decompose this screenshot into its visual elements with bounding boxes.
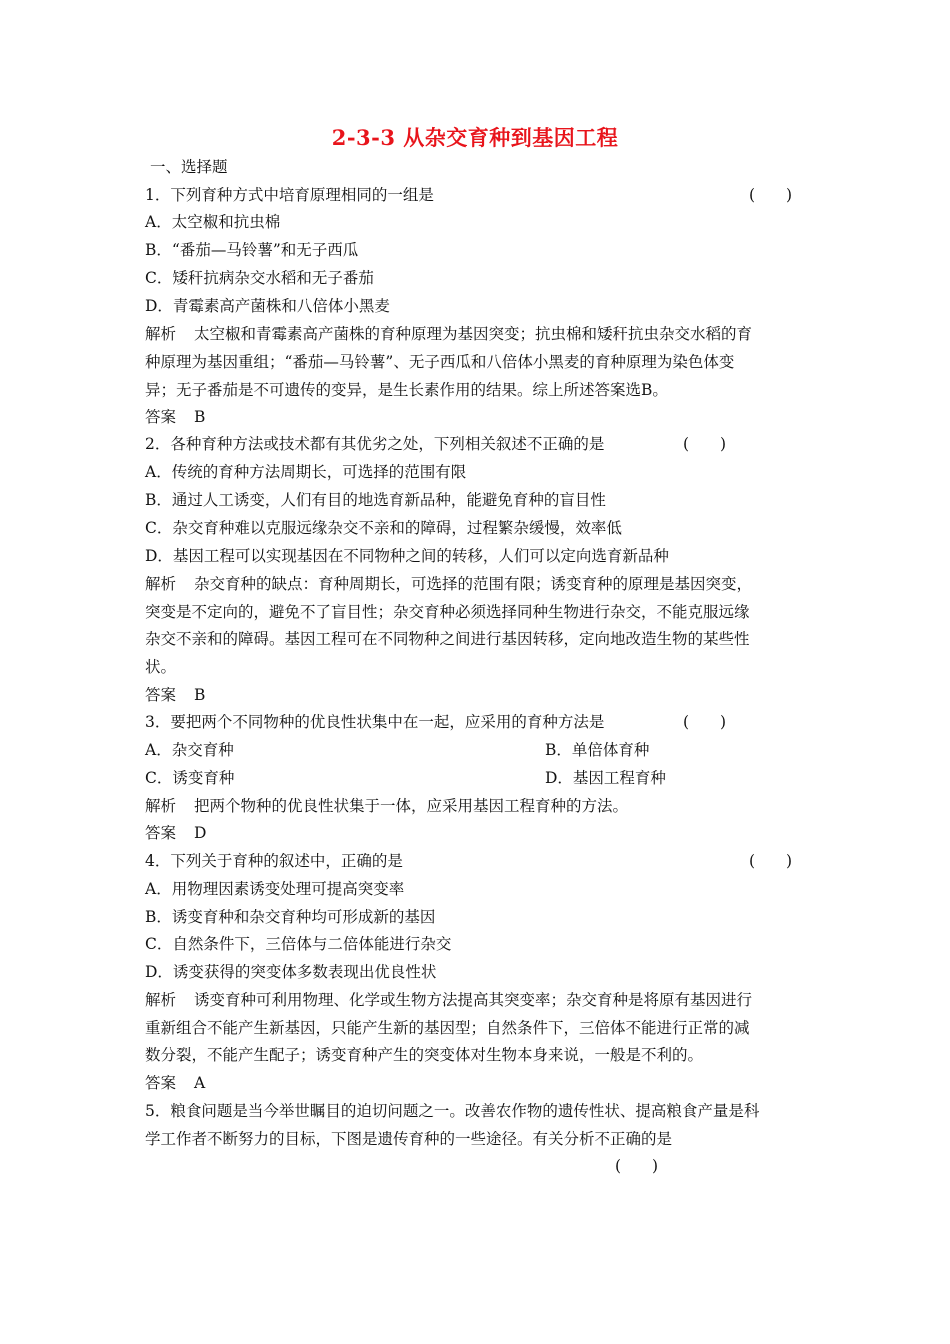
q2-option-d: D．基因工程可以实现基因在不同物种之间的转移，人们可以定向选育新品种 bbox=[145, 547, 669, 565]
q3-answer-label: 答案 bbox=[145, 824, 177, 842]
q1-analysis-label: 解析 bbox=[145, 325, 177, 343]
q1-option-b: B．“番茄—马铃薯”和无子西瓜 bbox=[145, 241, 359, 259]
q4-analysis-line-3: 数分裂，不能产生配子；诱变育种产生的突变体对生物本身来说，一般是不利的。 bbox=[145, 1046, 704, 1064]
q2-analysis-line-4: 状。 bbox=[145, 658, 177, 676]
q4-option-d: D．诱变获得的突变体多数表现出优良性状 bbox=[145, 963, 437, 981]
q4-answer-label: 答案 bbox=[145, 1074, 177, 1092]
q3-answer-blank: ( ) bbox=[683, 713, 727, 731]
q3-option-c: C．诱变育种 bbox=[145, 769, 235, 787]
q4-answer: 答案 A bbox=[145, 1074, 206, 1092]
q1-answer-label: 答案 bbox=[145, 408, 177, 426]
q4-answer-blank: ( ) bbox=[749, 852, 793, 870]
q1-stem: 1．下列育种方式中培育原理相同的一组是 bbox=[145, 186, 434, 204]
q1-analysis-line-2: 种原理为基因重组；“番茄—马铃薯”、无子西瓜和八倍体小黑麦的育种原理为染色体变 bbox=[145, 353, 735, 371]
q4-option-b: B．诱变育种和杂交育种均可形成新的基因 bbox=[145, 908, 436, 926]
q3-analysis-line-1: 解析 把两个物种的优良性状集于一体，应采用基因工程育种的方法。 bbox=[145, 797, 629, 815]
q3-stem: 3．要把两个不同物种的优良性状集中在一起，应采用的育种方法是 bbox=[145, 713, 605, 731]
q4-stem: 4．下列关于育种的叙述中，正确的是 bbox=[145, 852, 403, 870]
section-heading: 一、选择题 bbox=[150, 158, 228, 176]
q4-analysis-line-2: 重新组合不能产生新基因，只能产生新的基因型；自然条件下，三倍体不能进行正常的减 bbox=[145, 1019, 750, 1037]
q1-option-a: A．太空椒和抗虫棉 bbox=[145, 213, 281, 231]
q3-option-a: A．杂交育种 bbox=[145, 741, 234, 759]
q1-answer-blank: ( ) bbox=[749, 186, 793, 204]
q5-stem-line-2: 学工作者不断努力的目标，下图是遗传育种的一些途径。有关分析不正确的是 bbox=[145, 1130, 673, 1148]
q2-answer: 答案 B bbox=[145, 686, 206, 704]
q1-answer: 答案 B bbox=[145, 408, 206, 426]
q4-option-a: A．用物理因素诱变处理可提高突变率 bbox=[145, 880, 405, 898]
q2-option-b: B．通过人工诱变，人们有目的地选育新品种，能避免育种的盲目性 bbox=[145, 491, 606, 509]
q2-analysis-line-3: 杂交不亲和的障碍。基因工程可在不同物种之间进行基因转移，定向地改造生物的某些性 bbox=[145, 630, 750, 648]
q4-analysis-line-1: 解析 诱变育种可利用物理、化学或生物方法提高其突变率；杂交育种是将原有基因进行 bbox=[145, 991, 753, 1009]
q5-answer-blank: ( ) bbox=[615, 1157, 659, 1175]
q3-analysis-label: 解析 bbox=[145, 797, 177, 815]
q4-analysis-label: 解析 bbox=[145, 991, 177, 1009]
q1-analysis-line-3: 异；无子番茄是不可遗传的变异，是生长素作用的结果。综上所述答案选B。 bbox=[145, 381, 668, 399]
q2-answer-blank: ( ) bbox=[683, 435, 727, 453]
q2-analysis-label: 解析 bbox=[145, 575, 177, 593]
q2-option-a: A．传统的育种方法周期长，可选择的范围有限 bbox=[145, 463, 467, 481]
q1-analysis-line-1: 解析 太空椒和青霉素高产菌株的育种原理为基因突变；抗虫棉和矮秆抗虫杂交水稻的育 bbox=[145, 325, 753, 343]
page-title: 2-3-3 从杂交育种到基因工程 bbox=[331, 125, 619, 150]
q2-analysis-line-1: 解析 杂交育种的缺点：育种周期长，可选择的范围有限；诱变育种的原理是基因突变， bbox=[145, 575, 753, 593]
q3-option-d: D．基因工程育种 bbox=[545, 769, 666, 787]
q4-option-c: C．自然条件下，三倍体与二倍体能进行杂交 bbox=[145, 935, 452, 953]
q5-stem-line-1: 5．粮食问题是当今举世瞩目的迫切问题之一。改善农作物的遗传性状、提高粮食产量是科 bbox=[145, 1102, 760, 1120]
q2-stem: 2．各种育种方法或技术都有其优劣之处，下列相关叙述不正确的是 bbox=[145, 435, 605, 453]
q3-answer: 答案 D bbox=[145, 824, 207, 842]
q2-answer-label: 答案 bbox=[145, 686, 177, 704]
q3-option-b: B．单倍体育种 bbox=[545, 741, 650, 759]
q1-option-c: C．矮秆抗病杂交水稻和无子番茄 bbox=[145, 269, 374, 287]
q2-analysis-line-2: 突变是不定向的，避免不了盲目性；杂交育种必须选择同种生物进行杂交，不能克服远缘 bbox=[145, 603, 750, 621]
q1-option-d: D．青霉素高产菌株和八倍体小黑麦 bbox=[145, 297, 390, 315]
q2-option-c: C．杂交育种难以克服远缘杂交不亲和的障碍，过程繁杂缓慢，效率低 bbox=[145, 519, 622, 537]
